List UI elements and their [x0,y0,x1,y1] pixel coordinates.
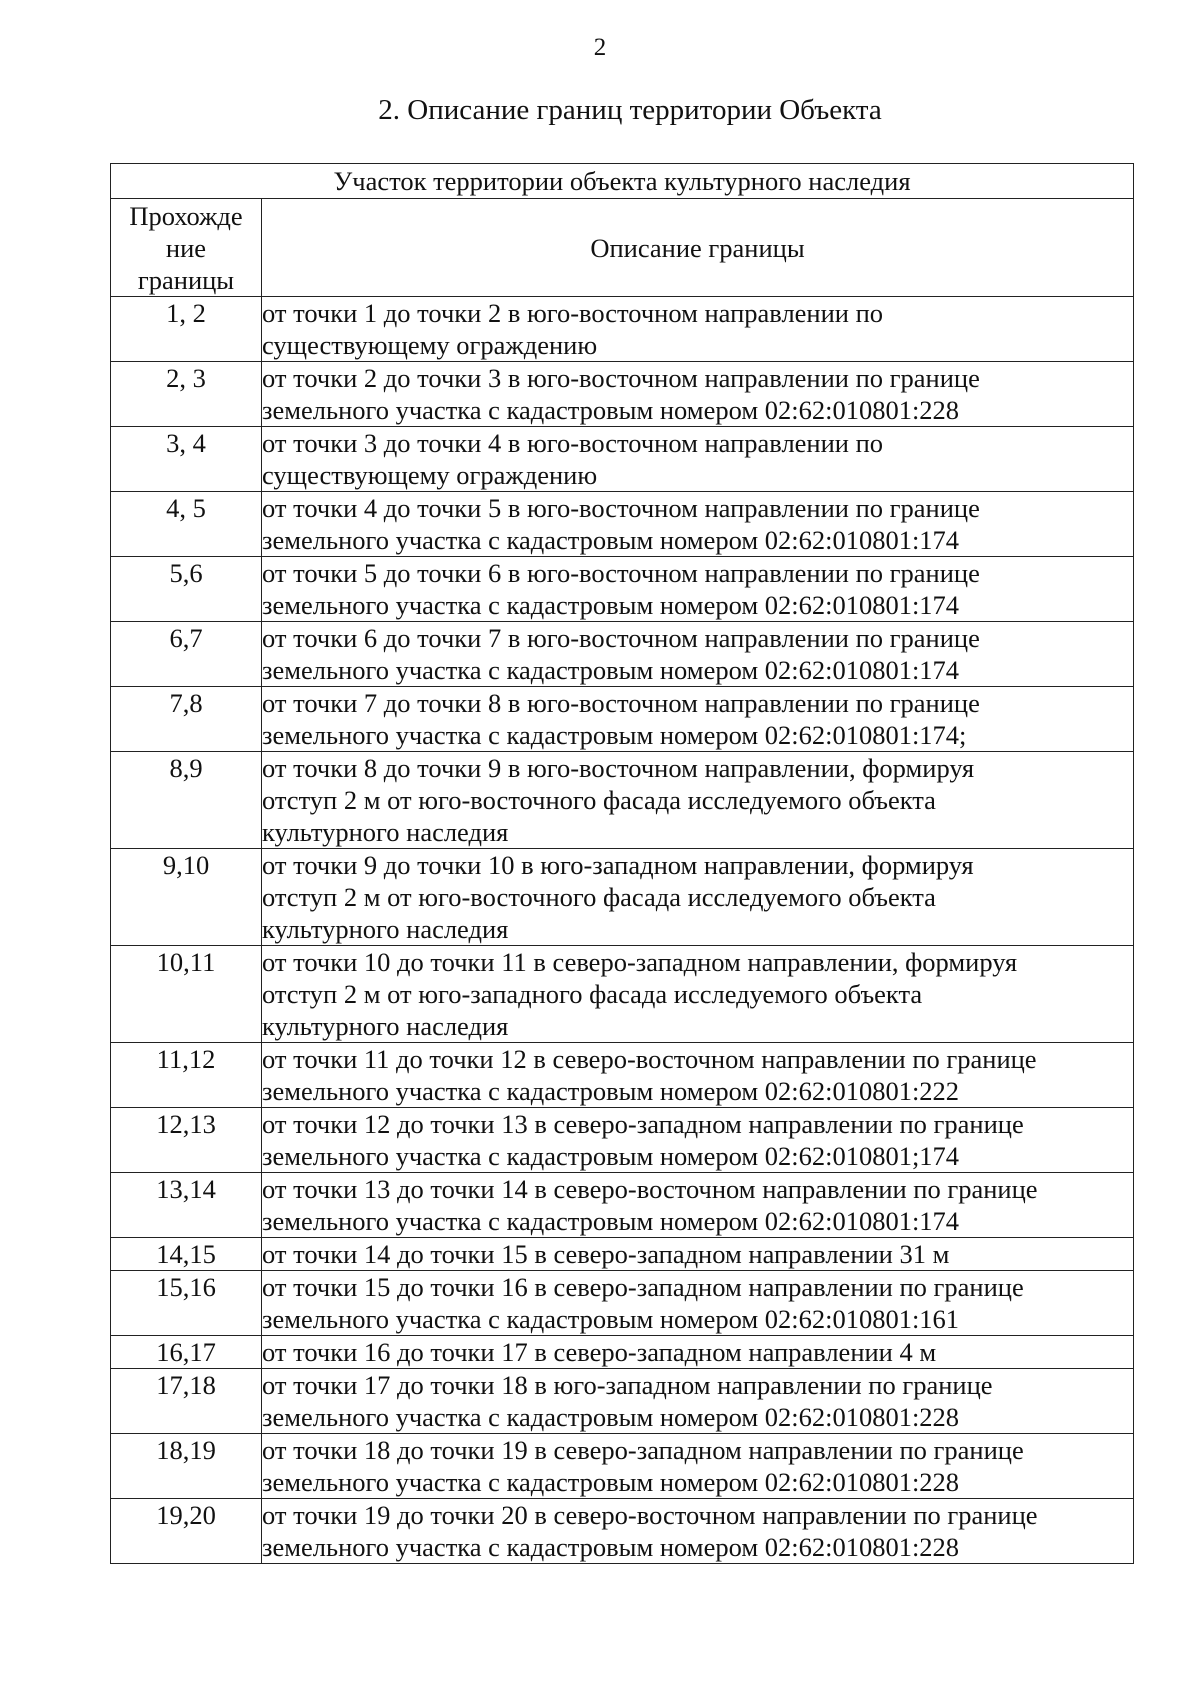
description-line: культурного наследия [262,1011,509,1041]
table-row [111,427,1134,492]
passage-cell: 12,13 [111,1108,262,1173]
description-line: земельного участка с кадастровым номером 02:62:010801:174 [262,1206,960,1236]
table-row [111,1108,1134,1173]
description-line: земельного участка с кадастровым номером 02:62:010801:161 [262,1304,960,1334]
passage-cell: 1, 2 [111,297,262,362]
description-cell [262,1499,1134,1564]
section-header-row [111,164,1134,199]
description-cell [262,297,1134,362]
description-line: от точки 5 до точки 6 в юго-восточном направлении по границе [262,558,980,588]
description-line: от точки 18 до точки 19 в северо-западном направлении по границе [262,1435,1024,1465]
description-line: от точки 3 до точки 4 в юго-восточном направлении по [262,428,884,458]
description-cell [262,1173,1134,1238]
table-row [111,1369,1134,1434]
description-line: от точки 14 до точки 15 в северо-западном направлении 31 м [262,1239,950,1269]
description-cell [262,752,1134,849]
boundary-table [110,163,1134,1564]
table-row [111,557,1134,622]
table-row [111,946,1134,1043]
passage-cell: 15,16 [111,1271,262,1336]
description-line: земельного участка с кадастровым номером 02:62:010801:174 [262,590,960,620]
passage-cell: 13,14 [111,1173,262,1238]
description-line: земельного участка с кадастровым номером 02:62:010801:228 [262,1467,960,1497]
description-line: от точки 17 до точки 18 в юго-западном направлении по границе [262,1370,993,1400]
passage-cell: 4, 5 [111,492,262,557]
description-cell [262,1434,1134,1499]
description-line: от точки 7 до точки 8 в юго-восточном направлении по границе [262,688,980,718]
description-line: от точки 15 до точки 16 в северо-западном направлении по границе [262,1272,1024,1302]
description-line: существующему ограждению [262,460,598,490]
description-line: земельного участка с кадастровым номером 02:62:010801:174 [262,655,960,685]
description-line: от точки 6 до точки 7 в юго-восточном направлении по границе [262,623,980,653]
column-header-row [111,199,1134,297]
description-line: от точки 8 до точки 9 в юго-восточном направлении, формируя [262,753,975,783]
passage-cell: 14,15 [111,1238,262,1271]
table-row [111,492,1134,557]
table-row [111,1173,1134,1238]
table-row [111,1499,1134,1564]
passage-cell: 17,18 [111,1369,262,1434]
table-row [111,622,1134,687]
description-line: от точки 13 до точки 14 в северо-восточном направлении по границе [262,1174,1038,1204]
table-row [111,849,1134,946]
description-line: от точки 10 до точки 11 в северо-западном направлении, формируя [262,947,1018,977]
description-cell [262,1043,1134,1108]
table-row [111,297,1134,362]
description-line: культурного наследия [262,817,509,847]
passage-cell: 7,8 [111,687,262,752]
description-line: земельного участка с кадастровым номером 02:62:010801:228 [262,1532,960,1562]
description-line: от точки 2 до точки 3 в юго-восточном направлении по границе [262,363,980,393]
passage-cell: 2, 3 [111,362,262,427]
table-row [111,1043,1134,1108]
passage-cell: 18,19 [111,1434,262,1499]
passage-cell: 16,17 [111,1336,262,1369]
description-line: от точки 19 до точки 20 в северо-восточном направлении по границе [262,1500,1038,1530]
table-row [111,362,1134,427]
description-cell [262,622,1134,687]
passage-cell: 8,9 [111,752,262,849]
passage-cell: 10,11 [111,946,262,1043]
description-cell [262,687,1134,752]
table-row [111,752,1134,849]
description-cell [262,1238,1134,1271]
description-line: от точки 12 до точки 13 в северо-западном направлении по границе [262,1109,1024,1139]
description-cell [262,849,1134,946]
column-header-passage [111,199,262,297]
description-cell [262,1271,1134,1336]
description-line: отступ 2 м от юго-западного фасада исследуемого объекта [262,979,923,1009]
description-cell [262,557,1134,622]
table-row [111,1336,1134,1369]
description-line: земельного участка с кадастровым номером 02:62:010801:222 [262,1076,960,1106]
page-title: 2. Описание границ территории Объекта [378,94,882,126]
column-header-passage-line: Прохожде [129,200,243,231]
description-cell [262,1108,1134,1173]
description-cell [262,1336,1134,1369]
passage-cell: 5,6 [111,557,262,622]
description-line: земельного участка с кадастровым номером 02:62:010801:174; [262,720,967,750]
description-line: земельного участка с кадастровым номером 02:62:010801:228 [262,1402,960,1432]
column-header-passage-line: границы [137,264,235,295]
description-line: от точки 11 до точки 12 в северо-восточном направлении по границе [262,1044,1037,1074]
description-cell [262,946,1134,1043]
description-cell [262,362,1134,427]
description-line: от точки 1 до точки 2 в юго-восточном направлении по [262,298,884,328]
description-line: от точки 4 до точки 5 в юго-восточном направлении по границе [262,493,980,523]
description-cell [262,1369,1134,1434]
description-cell [262,427,1134,492]
passage-cell: 9,10 [111,849,262,946]
table-row [111,687,1134,752]
description-line: отступ 2 м от юго-восточного фасада исследуемого объекта [262,785,936,815]
passage-cell: 19,20 [111,1499,262,1564]
table-row [111,1434,1134,1499]
description-line: культурного наследия [262,914,509,944]
description-line: отступ 2 м от юго-восточного фасада исследуемого объекта [262,882,936,912]
column-header-passage-line: ние [165,232,207,263]
description-line: от точки 16 до точки 17 в северо-западном направлении 4 м [262,1337,937,1367]
description-line: земельного участка с кадастровым номером 02:62:010801:174 [262,525,960,555]
description-line: существующему ограждению [262,330,598,360]
column-header-description: Описание границы [262,199,1134,297]
section-header: Участок территории объекта культурного наследия [111,164,1134,199]
passage-cell: 6,7 [111,622,262,687]
description-line: земельного участка с кадастровым номером 02:62:010801:228 [262,395,960,425]
page-number: 2 [593,34,607,61]
passage-cell: 3, 4 [111,427,262,492]
description-line: от точки 9 до точки 10 в юго-западном направлении, формируя [262,850,974,880]
description-line: земельного участка с кадастровым номером 02:62:010801;174 [262,1141,960,1171]
description-cell [262,492,1134,557]
table-row [111,1238,1134,1271]
passage-cell: 11,12 [111,1043,262,1108]
table-row [111,1271,1134,1336]
